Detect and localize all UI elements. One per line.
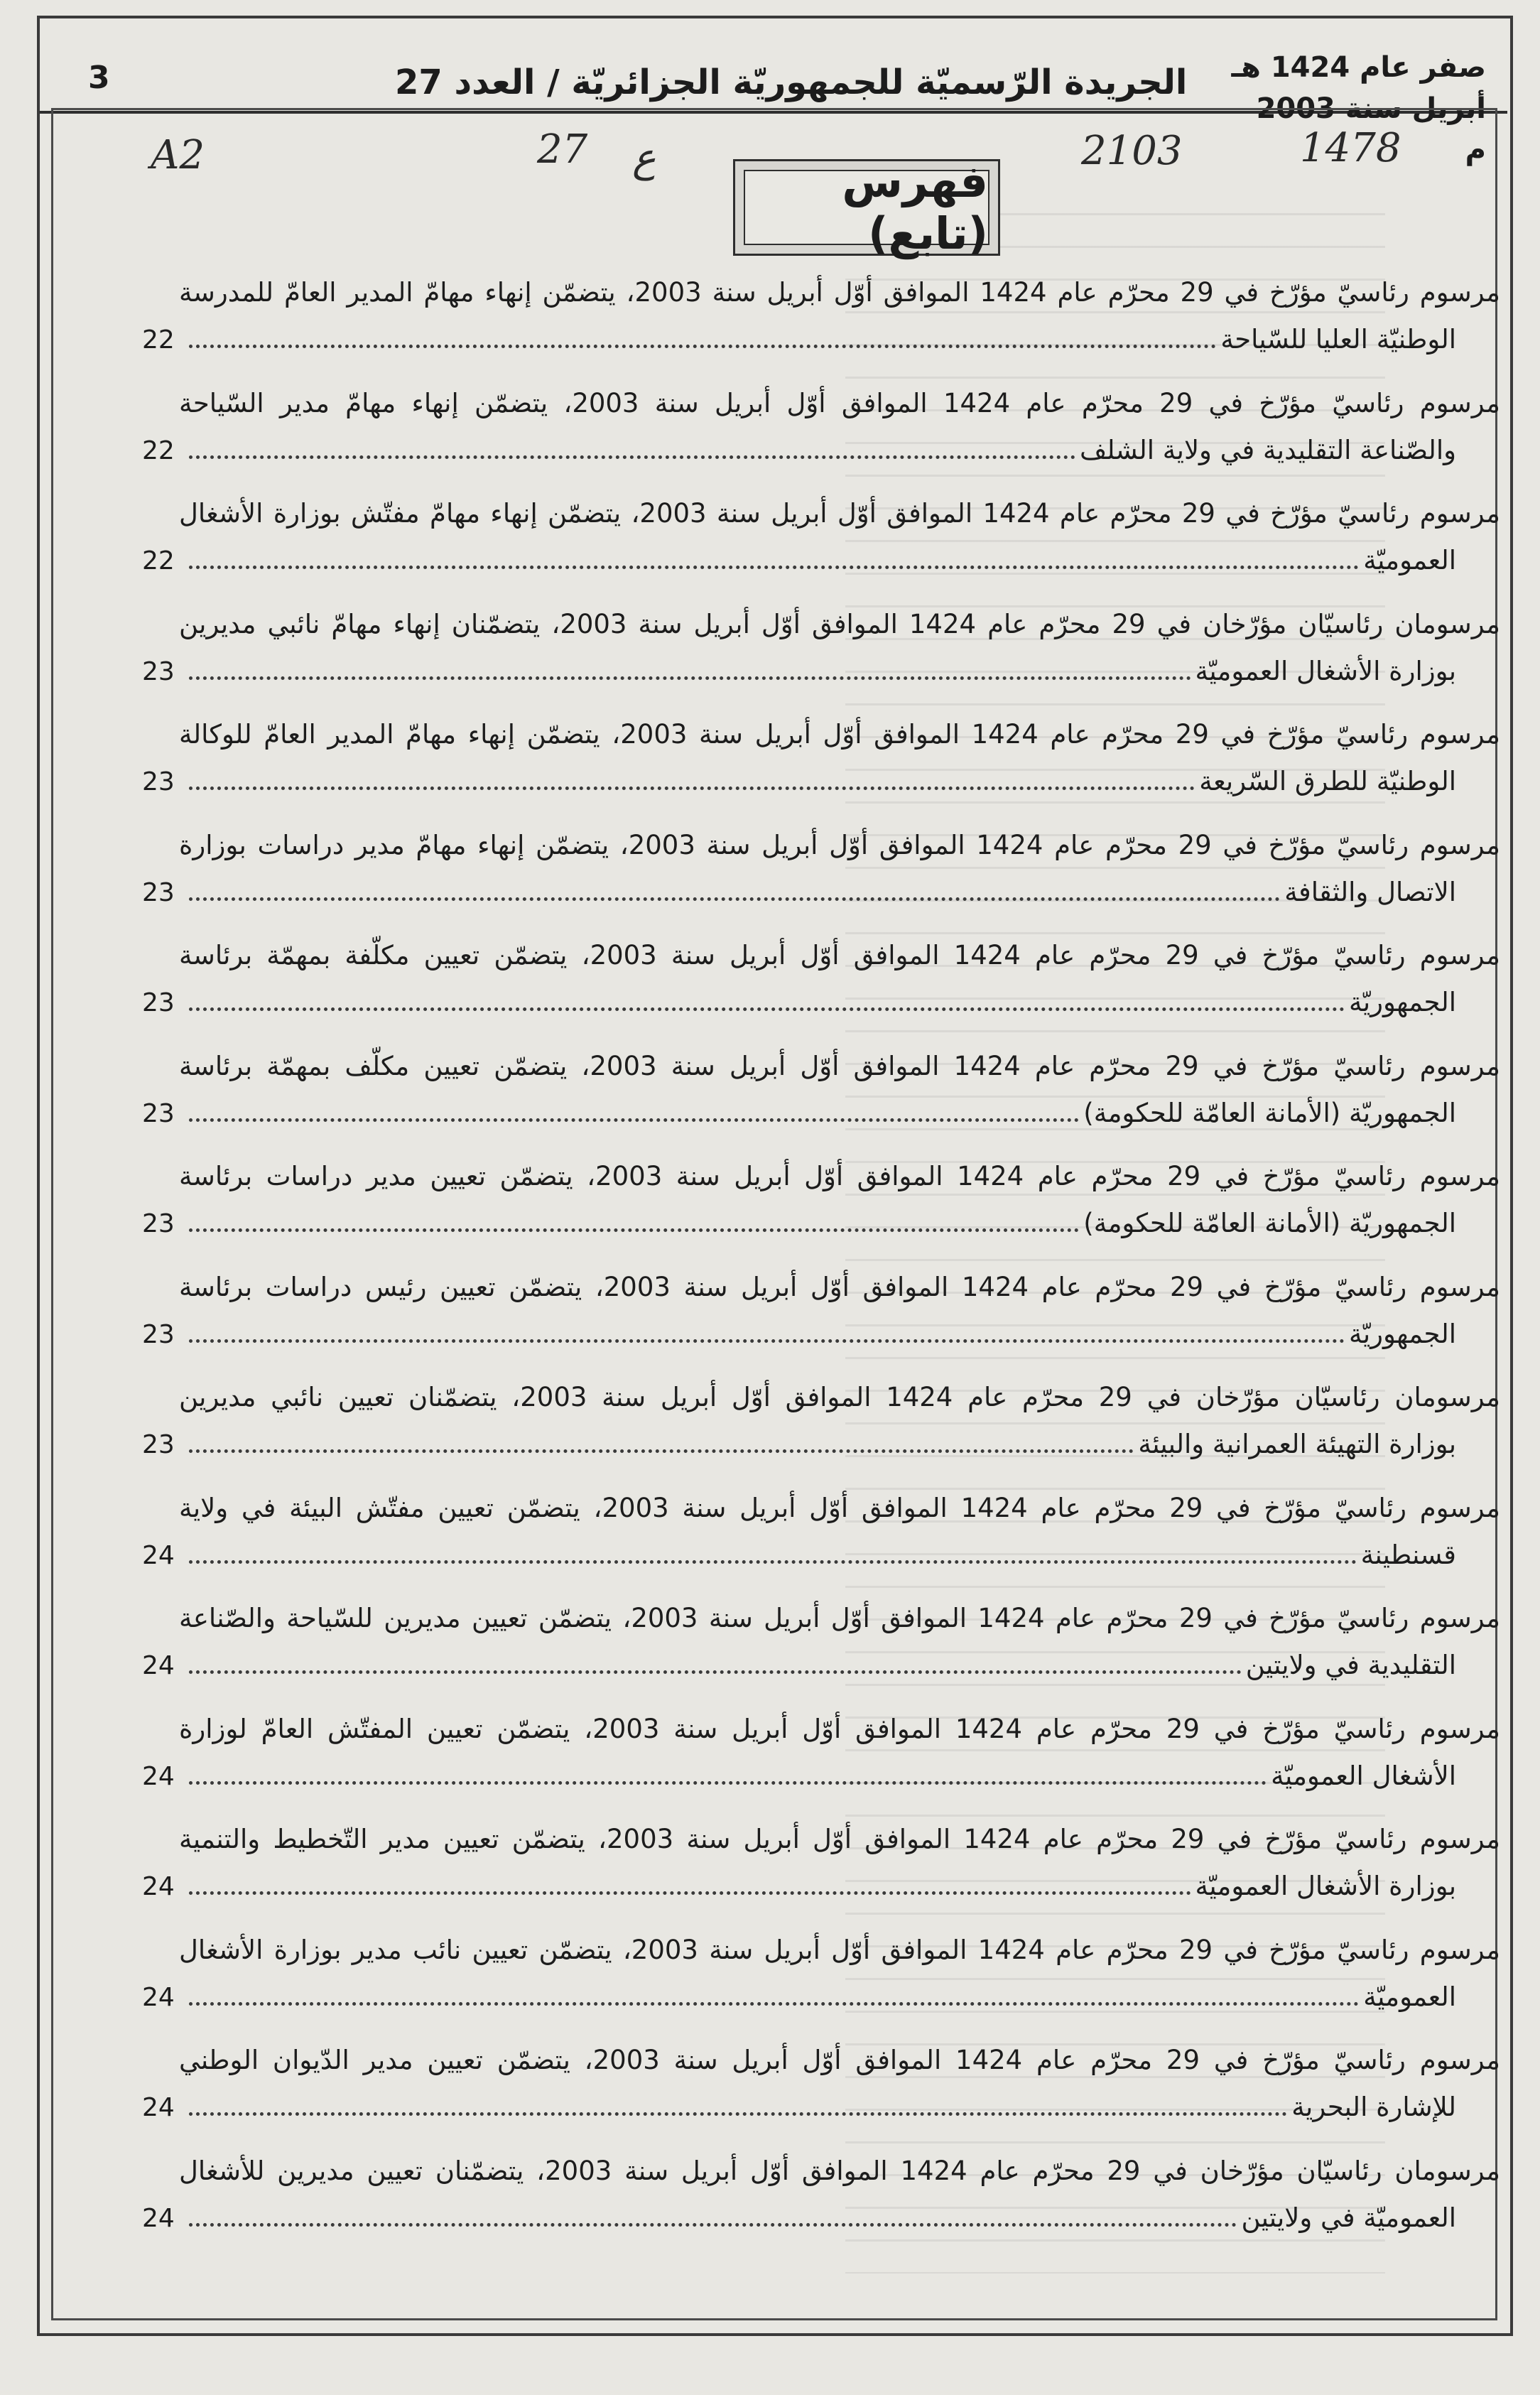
handwritten-ain: ع (632, 135, 656, 181)
dot-leader (189, 983, 1345, 1011)
index-entry (142, 1818, 1500, 1918)
dot-leader (189, 762, 1195, 790)
entry-continuation-line (142, 1644, 1456, 1687)
entry-continuation-line (142, 2086, 1456, 2129)
entry-continuation-line (142, 1534, 1456, 1577)
index-entry (142, 1266, 1500, 1366)
entry-continuation-text: العموميّة (1363, 545, 1456, 575)
index-entry (142, 603, 1500, 703)
entry-title-line: مرسوم رئاسيّ مؤرّخ في 29 محرّم عام 1424 الموافق أوّل أبريل سنة 2003، يتضمّن تعيين رئيس دراسات برئاسة (179, 1272, 1500, 1302)
entry-continuation-text: بوزارة الأشغال العموميّة (1195, 1871, 1456, 1901)
index-title: فهرس (تابع) (842, 156, 988, 259)
dot-leader (189, 1867, 1191, 1895)
entry-continuation-text: العموميّة في ولايتين (1241, 2202, 1456, 2233)
index-entry (142, 713, 1500, 813)
entry-title-line: مرسوم رئاسيّ مؤرّخ في 29 محرّم عام 1424 الموافق أوّل أبريل سنة 2003، يتضمّن إنهاء مهامّ مدير السّياحة (179, 388, 1500, 418)
handwritten-code: 1478 (1300, 125, 1401, 171)
entry-continuation-line (142, 1755, 1456, 1797)
entry-page-number: 22 (142, 325, 175, 355)
index-entry (142, 1487, 1500, 1586)
journal-title: الجريدة الرّسميّة للجمهوريّة الجزائريّة / العدد 27 (395, 63, 1188, 102)
entry-title-line: مرسوم رئاسيّ مؤرّخ في 29 محرّم عام 1424 الموافق أوّل أبريل سنة 2003، يتضمّن تعيين مديرين للسّياحة والصّناعة (179, 1603, 1500, 1633)
dot-leader (189, 1425, 1134, 1453)
entry-continuation-text: التقليدية في ولايتين (1245, 1650, 1456, 1680)
index-entry (142, 1045, 1500, 1145)
entry-continuation-line (142, 1976, 1456, 2018)
index-entry (142, 1376, 1500, 1476)
entry-title-line: مرسوم رئاسيّ مؤرّخ في 29 محرّم عام 1424 الموافق أوّل أبريل سنة 2003، يتضمّن تعيين المفتّش العامّ لوزارة (179, 1714, 1500, 1744)
entry-page-number: 23 (142, 1430, 175, 1459)
entry-page-number: 23 (142, 988, 175, 1017)
index-entry (142, 2150, 1500, 2249)
entry-title-line: مرسومان رئاسيّان مؤرّخان في 29 محرّم عام 1424 الموافق أوّل أبريل سنة 2003، يتضمّنان تعيين نائبي مديرين (179, 1382, 1500, 1412)
handwritten-27: 27 (537, 126, 588, 173)
entry-page-number: 23 (142, 1209, 175, 1238)
entry-title-line: مرسوم رئاسيّ مؤرّخ في 29 محرّم عام 1424 الموافق أوّل أبريل سنة 2003، يتضمّن تعيين نائب مدير بوزارة الأشغال (179, 1935, 1500, 1965)
entry-title-line: مرسوم رئاسيّ مؤرّخ في 29 محرّم عام 1424 الموافق أوّل أبريل سنة 2003، يتضمّن تعيين مكلّفة بمهمّة برئاسة (179, 940, 1500, 971)
handwritten-year: 2103 (1081, 128, 1183, 174)
entry-continuation-text: الجمهوريّة (الأمانة العامّة للحكومة) (1083, 1098, 1456, 1128)
index-entry (142, 824, 1500, 924)
entry-page-number: 23 (142, 1099, 175, 1128)
index-entry (142, 934, 1500, 1034)
entry-continuation-line (142, 1202, 1456, 1245)
index-entry (142, 492, 1500, 592)
entry-continuation-text: بوزارة التهيئة العمرانية والبيئة (1138, 1429, 1456, 1459)
entry-title-line: مرسومان رئاسيّان مؤرّخان في 29 محرّم عام 1424 الموافق أوّل أبريل سنة 2003، يتضمّنان تعيين مديرين للأشغال (179, 2156, 1500, 2186)
entry-page-number: 23 (142, 1320, 175, 1349)
entry-page-number: 24 (142, 2204, 175, 2233)
entry-continuation-text: الوطنيّة للطرق السّريعة (1199, 766, 1456, 796)
date-gregorian: أبريل سنة 2003 م (1256, 92, 1486, 166)
handwritten-a2: A2 (151, 132, 205, 178)
entry-page-number: 24 (142, 1983, 175, 2012)
index-entry (142, 1708, 1500, 1807)
entry-continuation-line (142, 760, 1456, 803)
dot-leader (189, 541, 1359, 569)
dot-leader (189, 431, 1075, 459)
dot-leader (189, 1094, 1079, 1122)
dot-leader (189, 873, 1280, 901)
entry-continuation-line (142, 1865, 1456, 1908)
entry-page-number: 24 (142, 1541, 175, 1570)
index-entry (142, 2039, 1500, 2139)
entry-continuation-text: للإشارة البحرية (1291, 2092, 1456, 2122)
index-entry (142, 1155, 1500, 1255)
dot-leader (189, 2199, 1237, 2227)
entry-continuation-text: والصّناعة التقليدية في ولاية الشلف (1079, 435, 1456, 465)
entry-page-number: 24 (142, 1872, 175, 1901)
dot-leader (189, 2088, 1287, 2116)
dot-leader (189, 1536, 1357, 1564)
entry-continuation-line (142, 1092, 1456, 1135)
dot-leader (189, 1757, 1267, 1785)
entry-page-number: 22 (142, 546, 175, 575)
entry-continuation-line (142, 981, 1456, 1024)
entry-continuation-text: قسنطينة (1360, 1540, 1456, 1570)
entry-page-number: 23 (142, 767, 175, 796)
entry-continuation-line (142, 539, 1456, 582)
entry-continuation-text: الأشغال العموميّة (1271, 1761, 1456, 1791)
index-entry (142, 382, 1500, 482)
dot-leader (189, 320, 1216, 348)
dot-leader (189, 1978, 1359, 2006)
entry-continuation-text: العموميّة (1363, 1982, 1456, 2012)
dot-leader (189, 1646, 1242, 1674)
entry-continuation-line (142, 429, 1456, 472)
entry-page-number: 24 (142, 2093, 175, 2122)
entry-continuation-line (142, 1313, 1456, 1356)
index-entry (142, 271, 1500, 371)
entry-continuation-text: الاتصال والثقافة (1284, 877, 1456, 907)
entry-continuation-line (142, 1423, 1456, 1466)
entry-title-line: مرسوم رئاسيّ مؤرّخ في 29 محرّم عام 1424 الموافق أوّل أبريل سنة 2003، يتضمّن إنهاء مهامّ مفتّش بوزارة الأشغال (179, 498, 1501, 529)
page-number: 3 (88, 60, 110, 96)
entry-title-line: مرسوم رئاسيّ مؤرّخ في 29 محرّم عام 1424 الموافق أوّل أبريل سنة 2003، يتضمّن تعيين مفتّش البيئة في ولاية (179, 1493, 1500, 1523)
dot-leader (189, 1315, 1345, 1343)
entry-title-line: مرسوم رئاسيّ مؤرّخ في 29 محرّم عام 1424 الموافق أوّل أبريل سنة 2003، يتضمّن إنهاء مهامّ المدير العامّ للوكالة (179, 719, 1500, 750)
entry-page-number: 24 (142, 1762, 175, 1791)
entry-continuation-line (142, 2197, 1456, 2239)
entry-title-line: مرسومان رئاسيّان مؤرّخان في 29 محرّم عام 1424 الموافق أوّل أبريل سنة 2003، يتضمّنان إنهاء مهامّ نائبي مديرين (179, 609, 1500, 639)
entry-title-line: مرسوم رئاسيّ مؤرّخ في 29 محرّم عام 1424 الموافق أوّل أبريل سنة 2003، يتضمّن إنهاء مهامّ المدير العامّ للمدرسة (179, 277, 1500, 308)
dot-leader (189, 652, 1191, 680)
entry-page-number: 22 (142, 436, 175, 465)
entry-title-line: مرسوم رئاسيّ مؤرّخ في 29 محرّم عام 1424 الموافق أوّل أبريل سنة 2003، يتضمّن تعيين مدير التّخطيط والتنمية (179, 1824, 1500, 1854)
entry-continuation-line (142, 871, 1456, 914)
entry-page-number: 23 (142, 878, 175, 907)
entry-title-line: مرسوم رئاسيّ مؤرّخ في 29 محرّم عام 1424 الموافق أوّل أبريل سنة 2003، يتضمّن تعيين مكلّف بمهمّة برئاسة (179, 1051, 1500, 1081)
entry-continuation-text: الجمهوريّة (1349, 987, 1456, 1017)
index-entry (142, 1929, 1500, 2028)
date-hijri: صفر عام 1424 هـ (1231, 51, 1486, 84)
entry-title-line: مرسوم رئاسيّ مؤرّخ في 29 محرّم عام 1424 الموافق أوّل أبريل سنة 2003، يتضمّن إنهاء مهامّ مدير دراسات بوزارة (179, 830, 1500, 860)
entry-continuation-text: الوطنيّة العليا للسّياحة (1220, 324, 1456, 355)
entry-continuation-text: بوزارة الأشغال العموميّة (1195, 656, 1456, 686)
entry-page-number: 24 (142, 1651, 175, 1680)
entry-continuation-text: الجمهوريّة (الأمانة العامّة للحكومة) (1083, 1208, 1456, 1238)
entry-title-line: مرسوم رئاسيّ مؤرّخ في 29 محرّم عام 1424 الموافق أوّل أبريل سنة 2003، يتضمّن تعيين مدير دراسات برئاسة (179, 1161, 1500, 1191)
entry-continuation-text: الجمهوريّة (1349, 1319, 1456, 1349)
entry-continuation-line (142, 318, 1456, 361)
index-entry (142, 1597, 1500, 1697)
dot-leader (189, 1204, 1079, 1232)
entry-page-number: 23 (142, 657, 175, 686)
entry-continuation-line (142, 650, 1456, 693)
entry-title-line: مرسوم رئاسيّ مؤرّخ في 29 محرّم عام 1424 الموافق أوّل أبريل سنة 2003، يتضمّن تعيين مدير الدّيوان الوطني (179, 2045, 1500, 2075)
